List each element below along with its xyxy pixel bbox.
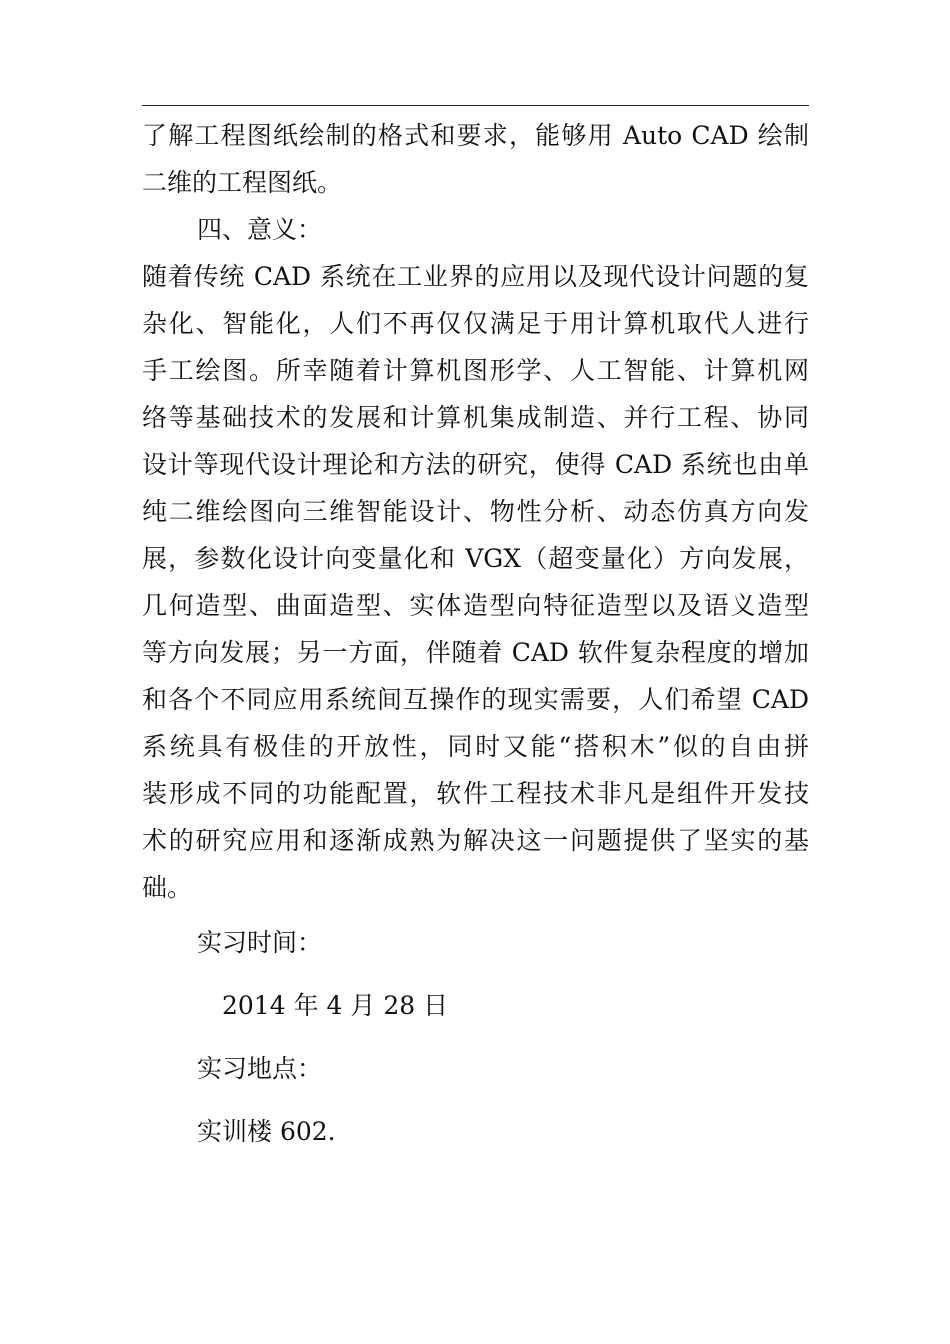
internship-place-label: 实习地点： (197, 1054, 323, 1083)
paragraph-line: 了解工程图纸绘制的格式和要求，能够用 Auto CAD 绘制 (142, 121, 809, 150)
paragraph-line: 装形成不同的功能配置，软件工程技术非凡是组件开发技 (142, 779, 809, 808)
paragraph-line: 纯二维绘图向三维智能设计、物性分析、动态仿真方向发 (142, 497, 809, 526)
paragraph-line: 设计等现代设计理论和方法的研究，使得 CAD 系统也由单 (142, 450, 809, 479)
header-rule (142, 105, 809, 106)
paragraph-line: 等方向发展；另一方面，伴随着 CAD 软件复杂程度的增加 (142, 638, 809, 667)
internship-place-value: 实训楼 602. (197, 1117, 336, 1146)
paragraph-line: 础。 (142, 873, 193, 902)
document-body (142, 112, 809, 1163)
section-heading: 四、意义： (197, 215, 323, 244)
paragraph-line: 杂化、智能化，人们不再仅仅满足于用计算机取代人进行 (142, 309, 809, 338)
paragraph-line: 几何造型、曲面造型、实体造型向特征造型以及语义造型 (142, 591, 809, 620)
paragraph-line: 络等基础技术的发展和计算机集成制造、并行工程、协同 (142, 403, 809, 432)
internship-time-label: 实习时间： (197, 928, 323, 957)
paragraph-line: 手工绘图。所幸随着计算机图形学、人工智能、计算机网 (142, 356, 809, 385)
paragraph-line: 随着传统 CAD 系统在工业界的应用以及现代设计问题的复 (142, 262, 809, 291)
paragraph-line: 术的研究应用和逐渐成熟为解决这一问题提供了坚实的基 (142, 826, 809, 855)
paragraph-line: 和各个不同应用系统间互操作的现实需要，人们希望 CAD (142, 685, 809, 714)
internship-time-value: 2014 年 4 月 28 日 (222, 991, 449, 1020)
paragraph-line: 系统具有极佳的开放性，同时又能“搭积木”似的自由拼 (142, 732, 809, 761)
paragraph-line: 展，参数化设计向变量化和 VGX（超变量化）方向发展， (142, 544, 809, 573)
paragraph-line: 二维的工程图纸。 (142, 168, 343, 197)
